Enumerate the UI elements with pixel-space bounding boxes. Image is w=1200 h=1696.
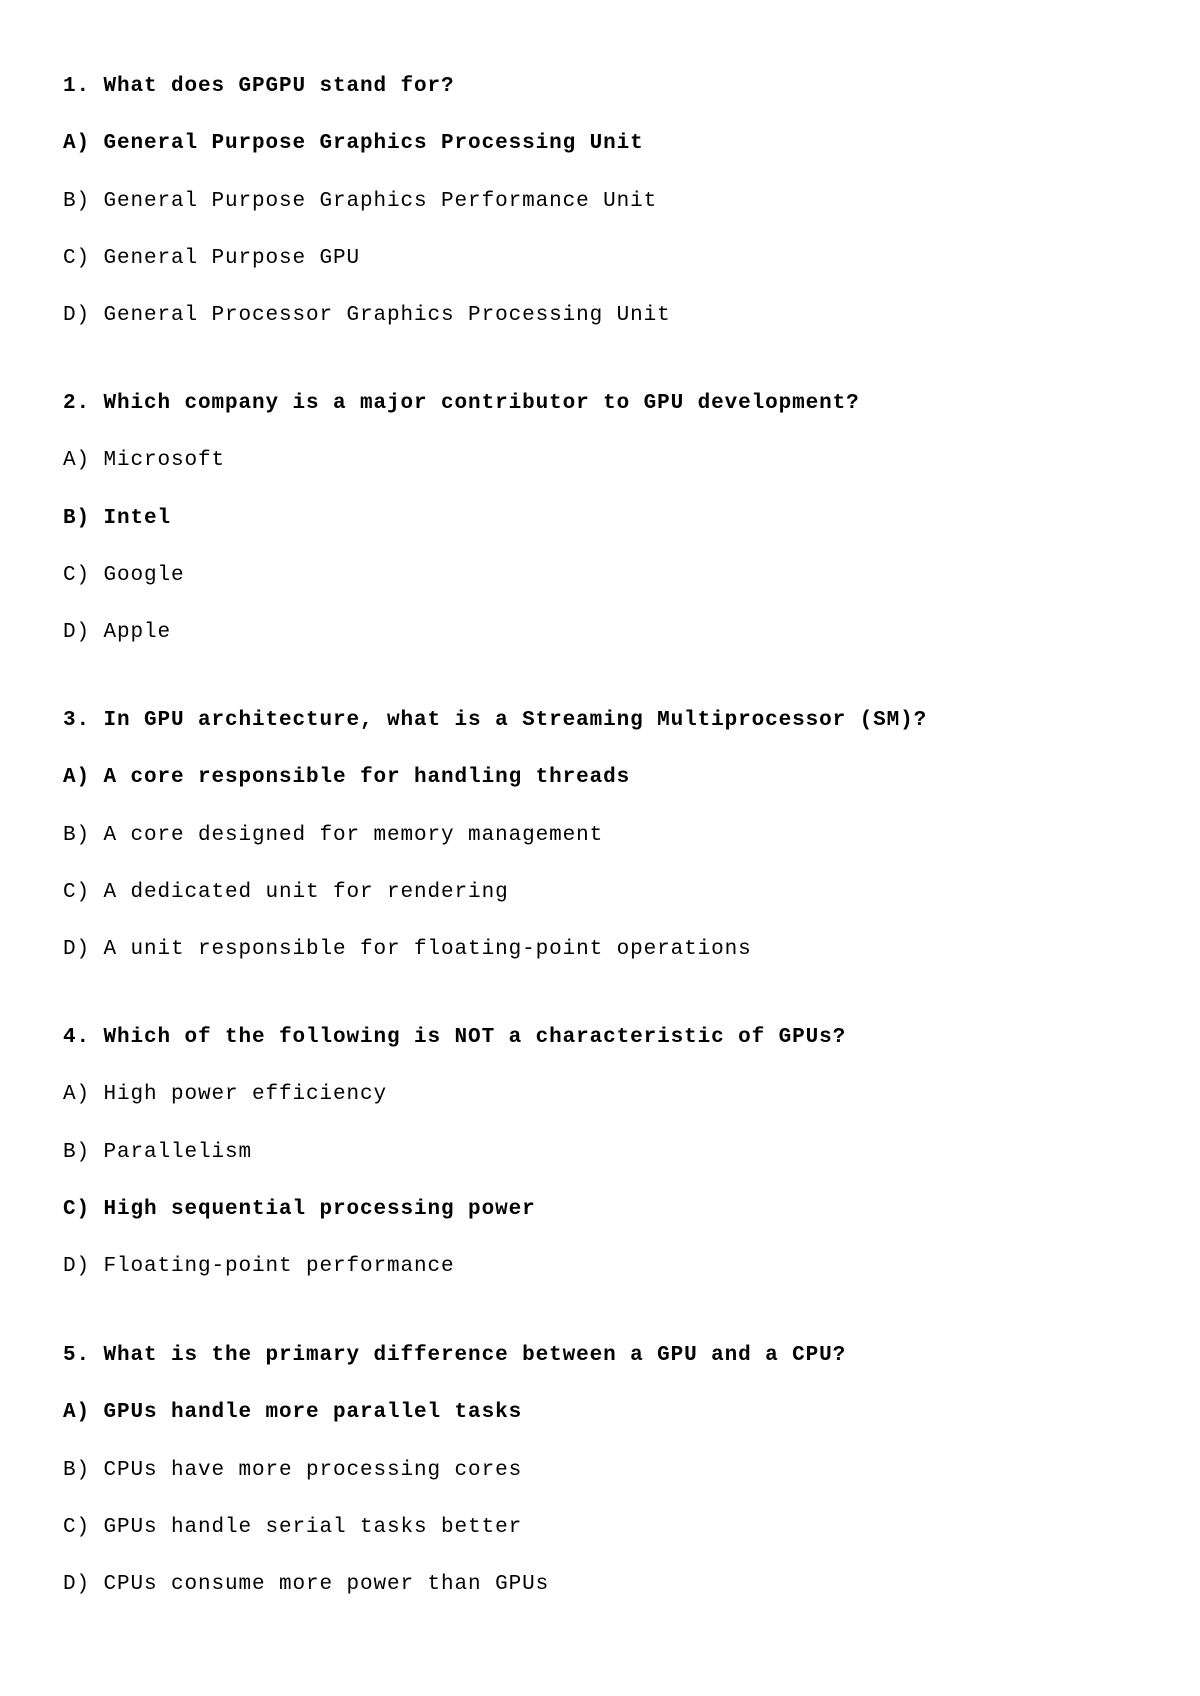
question-text: 2. Which company is a major contributor to GPU development?: [63, 392, 860, 415]
option-d: D) Floating-point performance: [63, 1255, 455, 1278]
option-b: B) Parallelism: [63, 1141, 253, 1164]
question-text: 3. In GPU architecture, what is a Streaming Multiprocessor (SM)?: [63, 709, 928, 732]
question-text: 5. What is the primary difference between a GPU and a CPU?: [63, 1344, 847, 1367]
option-c: C) General Purpose GPU: [63, 247, 361, 270]
option-d: D) CPUs consume more power than GPUs: [63, 1573, 550, 1596]
option-c: C) Google: [63, 564, 185, 587]
option-a: A) High power efficiency: [63, 1083, 388, 1106]
option-a: A) Microsoft: [63, 449, 226, 472]
option-d: D) A unit responsible for floating-point operations: [63, 938, 752, 961]
option-c: C) High sequential processing power: [63, 1198, 536, 1221]
option-b: B) CPUs have more processing cores: [63, 1459, 523, 1482]
option-c: C) A dedicated unit for rendering: [63, 881, 509, 904]
option-c: C) GPUs handle serial tasks better: [63, 1516, 523, 1539]
option-b: B) Intel: [63, 507, 172, 530]
option-a: A) A core responsible for handling threads: [63, 766, 631, 789]
option-d: D) Apple: [63, 621, 172, 644]
question-text: 1. What does GPGPU stand for?: [63, 75, 455, 98]
option-b: B) A core designed for memory management: [63, 824, 604, 847]
option-a: A) GPUs handle more parallel tasks: [63, 1401, 523, 1424]
option-b: B) General Purpose Graphics Performance Unit: [63, 190, 658, 213]
option-a: A) General Purpose Graphics Processing Unit: [63, 132, 644, 155]
option-d: D) General Processor Graphics Processing Unit: [63, 304, 671, 327]
question-text: 4. Which of the following is NOT a characteristic of GPUs?: [63, 1026, 847, 1049]
